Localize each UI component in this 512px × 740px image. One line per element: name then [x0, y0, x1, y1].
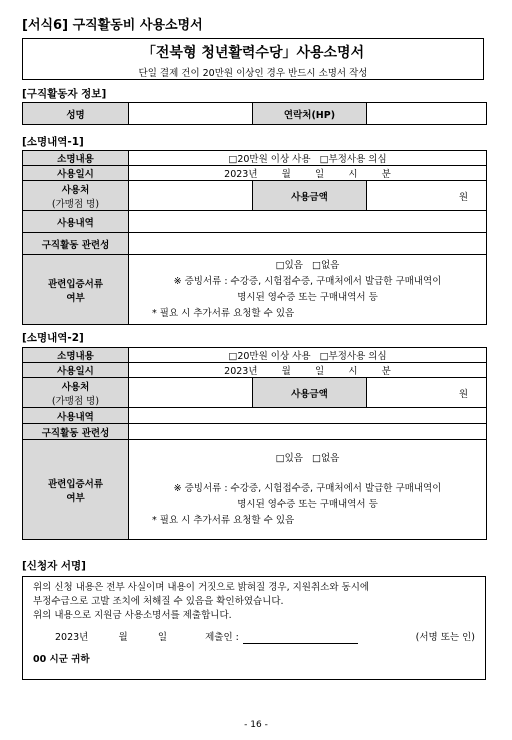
evidence-label-line-1: 관련입증서류 [47, 478, 104, 490]
evidence-options[interactable]: □있음 □없음 [275, 452, 340, 464]
evidence-field[interactable] [129, 440, 487, 540]
place-field[interactable] [129, 378, 253, 408]
evidence-note-1: ※ 증빙서류 : 수강증, 시험접수증, 구매처에서 발급한 구매내역이 [173, 275, 442, 287]
evidence-options[interactable]: □있음 □없음 [275, 259, 340, 271]
date-field[interactable]: 2023년 월 일 시 분 [129, 363, 487, 378]
amount-unit: 원 [458, 191, 469, 203]
detail-field[interactable] [129, 211, 487, 233]
declaration-line-1: 위의 신청 내용은 전부 사실이며 내용이 거짓으로 밝혀질 경우, 지원취소와 동시에 [33, 582, 370, 593]
date-field[interactable]: 2023년 월 일 시 분 [129, 166, 487, 181]
name-label: 성명 [23, 103, 129, 125]
declaration-section-heading: [신청자 서명] [22, 560, 86, 572]
date-label: 사용일시 [23, 166, 129, 181]
detail-field[interactable] [129, 408, 487, 424]
relevance-field[interactable] [129, 424, 487, 440]
place-label-text: 사용처 [61, 184, 90, 196]
relevance-label: 구직활동 관련성 [23, 424, 129, 440]
declaration-line-3: 위의 내용으로 지원금 사용소명서를 제출합니다. [33, 610, 232, 621]
place-field[interactable] [129, 181, 253, 211]
content-label: 소명내용 [23, 151, 129, 166]
entry-1-section-heading: [소명내역-1] [22, 136, 84, 148]
declaration-line-2: 부정수급으로 고발 조치에 처해질 수 있음을 확인하였습니다. [33, 596, 284, 607]
submission-date[interactable]: 2023년 월 일 [55, 632, 168, 643]
evidence-note-2: 명시된 영수증 또는 구매내역서 등 [237, 291, 378, 303]
amount-field[interactable] [367, 181, 487, 211]
place-sub-label: (가맹점 명) [51, 395, 100, 407]
contact-label: 연락처(HP) [253, 103, 367, 125]
amount-label: 사용금액 [253, 181, 367, 211]
evidence-field[interactable] [129, 255, 487, 325]
entry-1-table [22, 150, 487, 325]
document-title: 「전북형 청년활력수당」사용소명서 [141, 45, 365, 61]
entry-2-table [22, 347, 487, 540]
recipient: 00 시군 귀하 [33, 654, 90, 665]
applicant-table [22, 102, 487, 125]
amount-field[interactable] [367, 378, 487, 408]
relevance-label: 구직활동 관련성 [23, 233, 129, 255]
sign-hint: (서명 또는 인) [415, 632, 475, 643]
detail-label: 사용내역 [23, 211, 129, 233]
contact-field[interactable] [367, 103, 487, 125]
evidence-note-2: 명시된 영수증 또는 구매내역서 등 [237, 498, 378, 510]
detail-label: 사용내역 [23, 408, 129, 424]
title-box [22, 38, 484, 80]
place-sub-label: (가맹점 명) [51, 198, 100, 210]
evidence-label [23, 255, 129, 325]
name-field[interactable] [129, 103, 253, 125]
place-label-text: 사용처 [61, 381, 90, 393]
content-options[interactable]: □20만원 이상 사용 □부정사용 의심 [129, 151, 487, 166]
signature-row [33, 631, 475, 645]
evidence-label-line-1: 관련입증서류 [47, 278, 104, 290]
signature-line[interactable] [243, 633, 358, 644]
entry-2-section-heading: [소명내역-2] [22, 332, 84, 344]
page-number: - 16 - [244, 720, 268, 730]
content-options[interactable]: □20만원 이상 사용 □부정사용 의심 [129, 348, 487, 363]
evidence-label-line-2: 여부 [66, 292, 85, 304]
place-label [23, 378, 129, 408]
document-subtitle: 단일 결제 건이 20만원 이상인 경우 반드시 소명서 작성 [138, 68, 368, 79]
evidence-note-1: ※ 증빙서류 : 수강증, 시험접수증, 구매처에서 발급한 구매내역이 [173, 482, 442, 494]
evidence-note-3: * 필요 시 추가서류 요청할 수 있음 [152, 514, 295, 526]
evidence-label-line-2: 여부 [66, 492, 85, 504]
date-label: 사용일시 [23, 363, 129, 378]
relevance-field[interactable] [129, 233, 487, 255]
place-label [23, 181, 129, 211]
amount-label: 사용금액 [253, 378, 367, 408]
evidence-label [23, 440, 129, 540]
content-label: 소명내용 [23, 348, 129, 363]
applicant-section-heading: [구직활동자 정보] [22, 88, 107, 100]
submitter-label: 제출인 : [205, 632, 239, 643]
form-label: [서식6] 구직활동비 사용소명서 [22, 18, 203, 33]
evidence-note-3: * 필요 시 추가서류 요청할 수 있음 [152, 307, 295, 319]
declaration-box [22, 576, 486, 680]
amount-unit: 원 [458, 388, 469, 400]
